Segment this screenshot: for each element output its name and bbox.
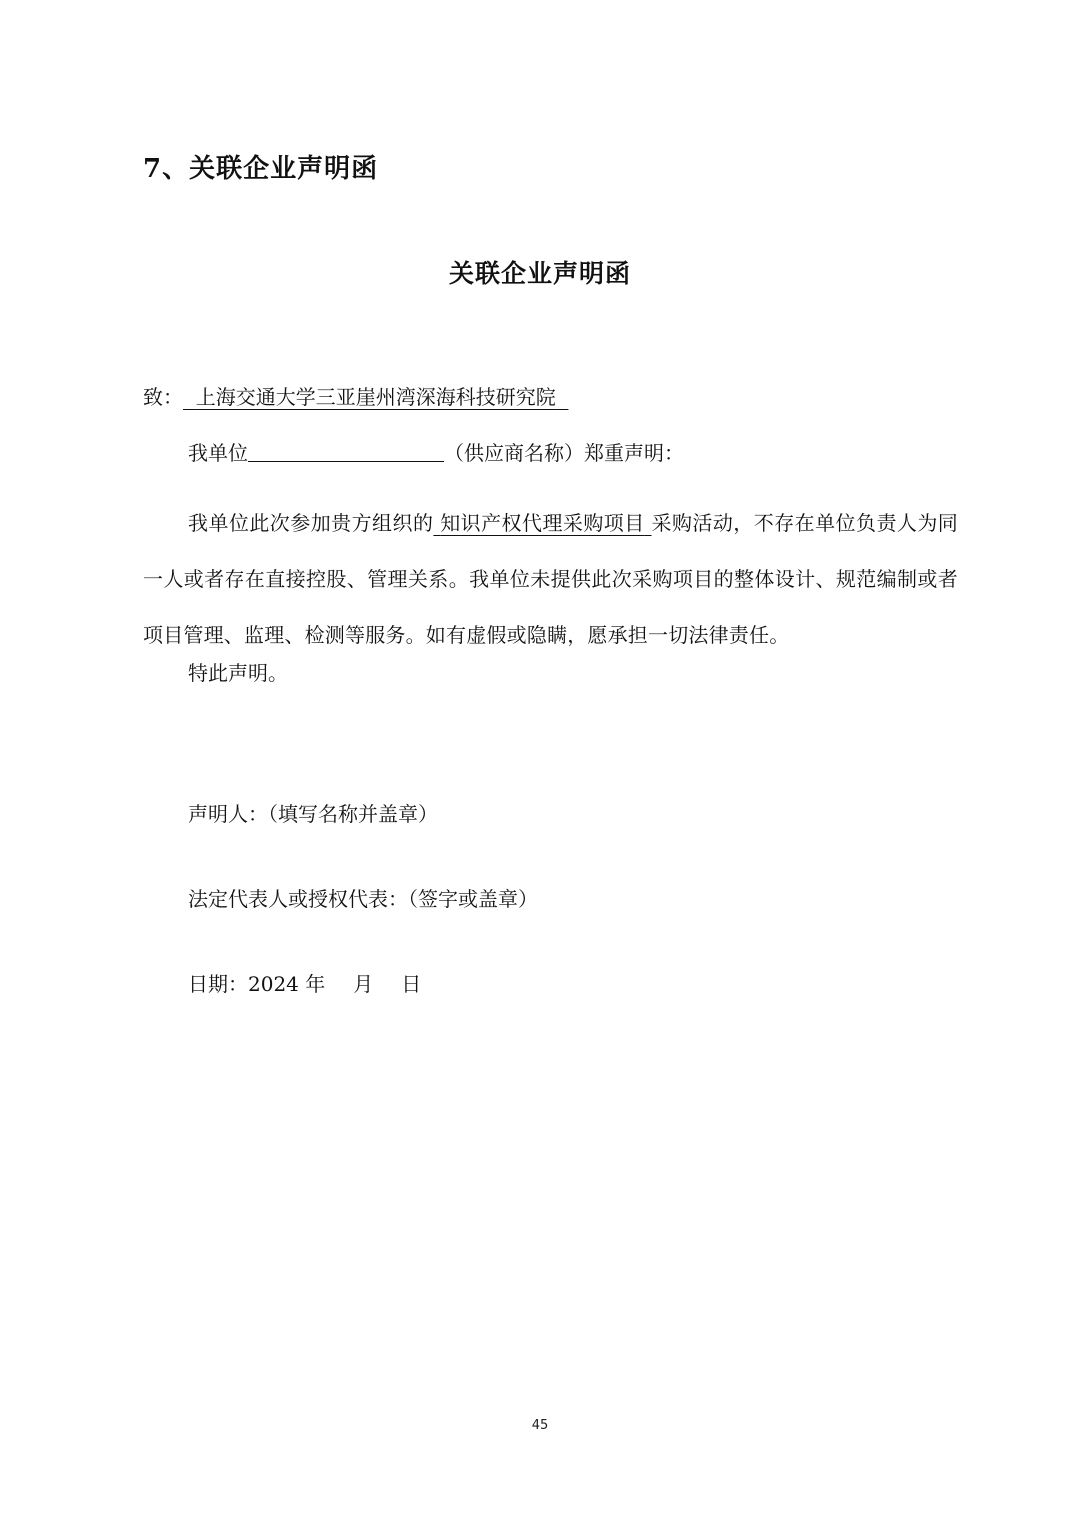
date-year-unit: 年: [305, 972, 326, 996]
declaration-line: [188, 439, 684, 467]
declaration-suffix: （供应商名称）郑重声明：: [444, 441, 684, 465]
declaration-body: [143, 495, 958, 663]
recipient-prefix: 致：: [143, 385, 183, 409]
recipient-name: 上海交通大学三亚崖州湾深海科技研究院: [195, 385, 556, 409]
declarant-signature-line: 声明人：（填写名称并盖章）: [188, 802, 438, 826]
page-number: 45: [531, 1418, 549, 1433]
body-part-1: 我单位此次参加贵方组织的: [188, 511, 434, 535]
date-year: 2024: [248, 972, 299, 996]
project-name: 知识产权代理采购项目: [440, 511, 645, 535]
body-part-2: 采购活动，不存在单位负责人为同一人或者存在直接控股、管理关系。我单位未提供此次采购项目的整体设计、规范编制或者项目管理、监理、检测等服务。如有虚假或隐瞒，愿承担一切法律责任。: [143, 511, 959, 647]
date-month-unit: 月: [353, 972, 374, 996]
recipient-line: [143, 383, 568, 411]
representative-signature-line: 法定代表人或授权代表：（签字或盖章）: [188, 887, 538, 911]
section-heading: 7、关联企业声明函: [143, 154, 379, 184]
document-title: 关联企业声明函: [448, 259, 631, 288]
date-line: [188, 970, 421, 998]
closing-statement: 特此声明。: [188, 661, 288, 685]
date-day-unit: 日: [401, 972, 422, 996]
date-prefix: 日期：: [188, 972, 248, 996]
supplier-name-blank: [248, 441, 444, 462]
declaration-prefix: 我单位: [188, 441, 248, 465]
